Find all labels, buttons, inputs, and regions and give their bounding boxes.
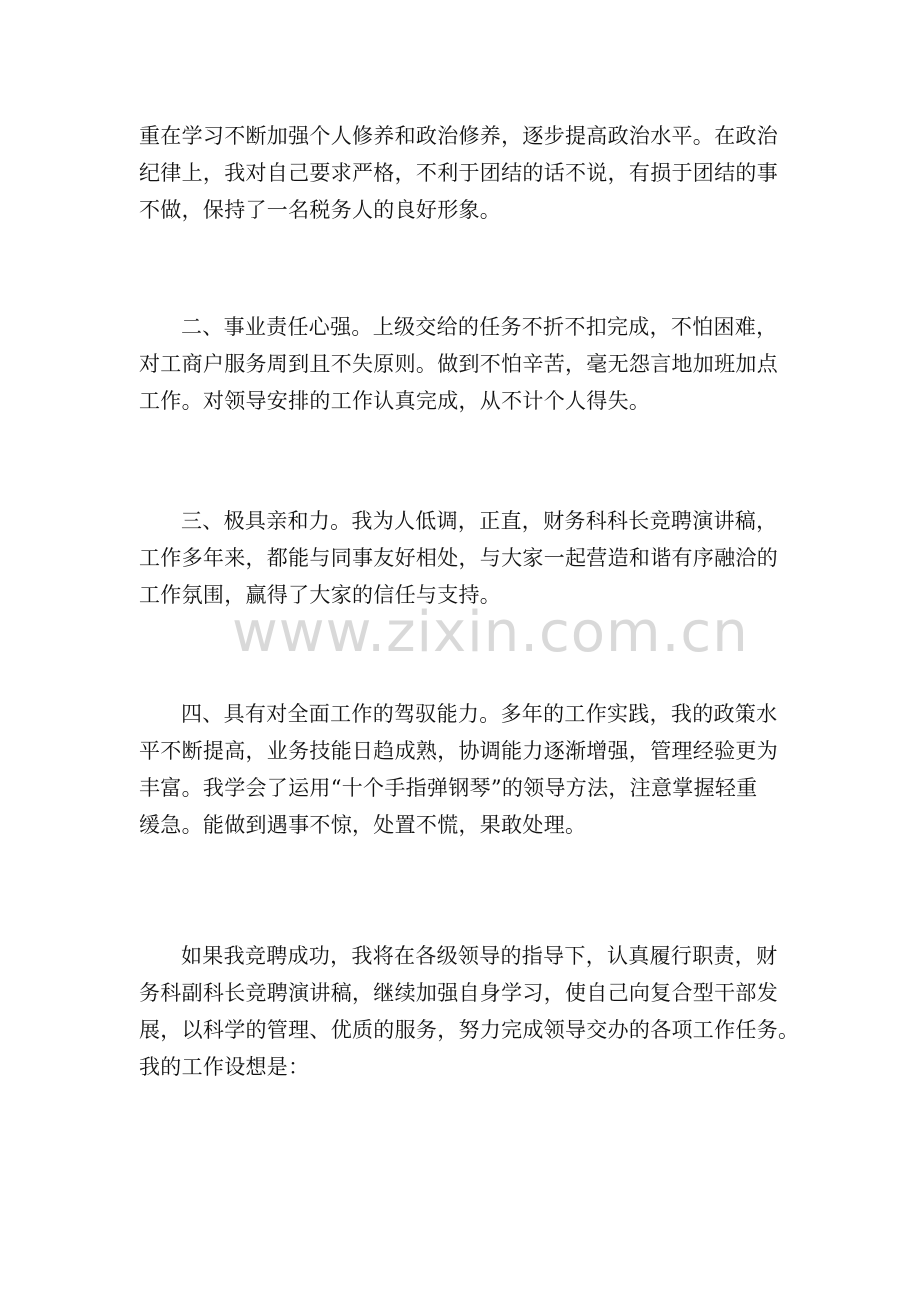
text-line: 我的工作设想是：	[139, 1055, 310, 1079]
text-line: 三、极具亲和力。我为人低调，正直，财务科科长竞聘演讲稿，	[181, 509, 778, 533]
paragraph-political-discipline	[139, 118, 789, 229]
text-line-indented	[139, 938, 789, 975]
text-line: 重在学习不断加强个人修养和政治修养，逐步提高政治水平。在政治	[139, 124, 778, 148]
text-line: 纪律上，我对自己要求严格，不利于团结的话不说，有损于团结的事	[139, 161, 778, 185]
text-line: 展，以科学的管理、优质的服务，努力完成领导交办的各项工作任务。	[139, 1018, 800, 1042]
text-line: 工作。对领导安排的工作认真完成，从不计个人得失。	[139, 389, 651, 413]
text-line: 如果我竞聘成功，我将在各级领导的指导下，认真履行职责，财	[181, 944, 778, 968]
watermark: www.zixin.com.cn	[232, 600, 749, 665]
text-line: 平不断提高，业务技能日趋成熟，协调能力逐渐增强，管理经验更为	[139, 739, 778, 763]
text-line-indented	[139, 309, 789, 346]
text-line: 二、事业责任心强。上级交给的任务不折不扣完成，不怕困难，	[181, 315, 778, 339]
text-line: 缓急。能做到遇事不惊，处置不慌，果敢处理。	[139, 813, 587, 837]
text-line: 四、具有对全面工作的驾驭能力。多年的工作实践，我的政策水	[181, 702, 778, 726]
paragraph-sense-of-responsibility	[139, 309, 789, 420]
text-line: 丰富。我学会了运用“十个手指弹钢琴”的领导方法，注意掌握轻重	[139, 776, 758, 800]
text-line: 务科副科长竞聘演讲稿，继续加强自身学习，使自己向复合型干部发	[139, 981, 778, 1005]
text-line-indented	[139, 503, 789, 540]
paragraph-work-plan	[139, 938, 800, 1086]
text-line: 对工商户服务周到且不失原则。做到不怕辛苦，毫无怨言地加班加点	[139, 352, 778, 376]
paragraph-leadership-ability	[139, 696, 789, 844]
text-line: 工作氛围，赢得了大家的信任与支持。	[139, 583, 502, 607]
text-line: 不做，保持了一名税务人的良好形象。	[139, 198, 502, 222]
paragraph-affinity	[139, 503, 789, 614]
text-line: 工作多年来，都能与同事友好相处，与大家一起营造和谐有序融洽的	[139, 546, 778, 570]
text-line-indented	[139, 696, 789, 733]
